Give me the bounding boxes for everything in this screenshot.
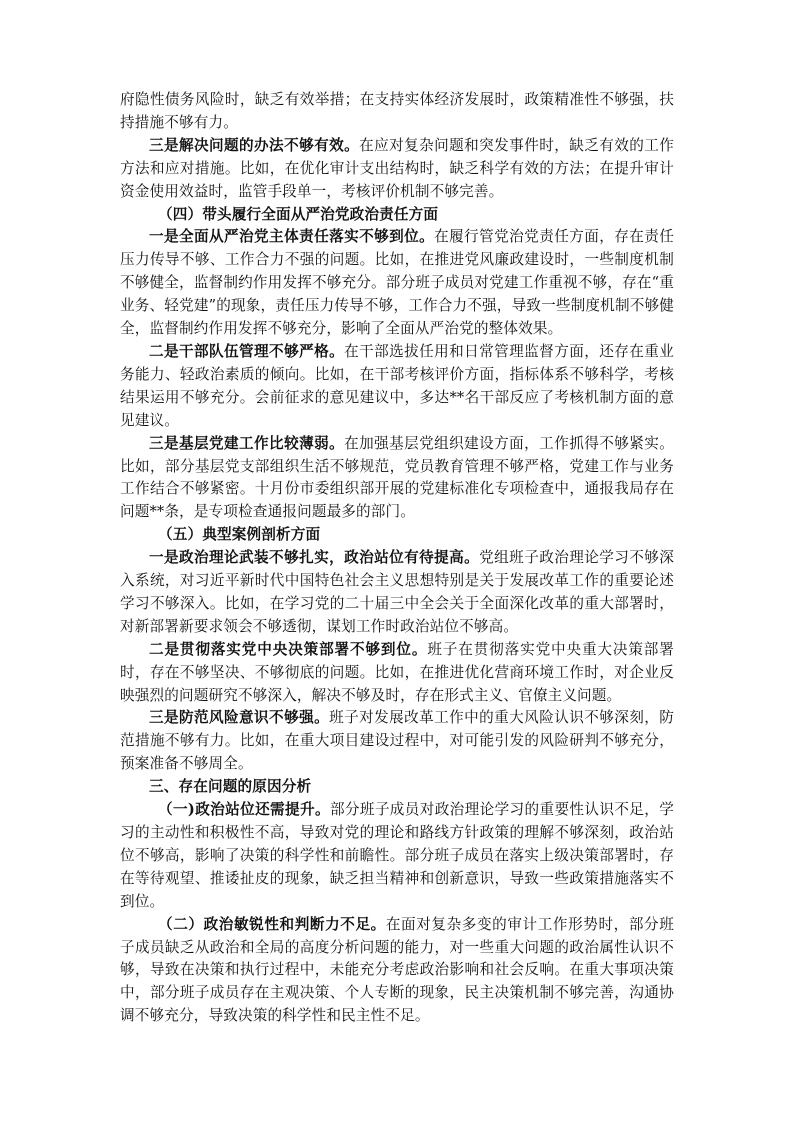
paragraph-lead: 二是干部队伍管理不够严格。 xyxy=(149,342,345,360)
paragraph-body: 在应对复杂问题和突发事件时，缺乏有效的工作方法和应对措施。比如，在优化审计支出结构时，缺乏科学有效的方法；在提升审计资金使用效益时，监管手段单一，考核评价机制不够完善。 xyxy=(120,136,674,200)
subsection-heading: （五）典型案例剖析方面 xyxy=(158,526,321,544)
section-heading: 三、存在问题的原因分析 xyxy=(149,778,312,796)
paragraph-body: 班子对发展改革工作中的重大风险认识不够深刻，防范措施不够有力。比如，在重大项目建设过程中，对可能引发的风险研判不够充分，预案准备不够周全。 xyxy=(120,709,674,773)
paragraph-item xyxy=(120,639,674,708)
document-page xyxy=(120,89,674,1028)
paragraph-body: 部分班子成员对政治理论学习的重要性认识不足，学习的主动性和积极性不高，导致对党的理论和路线方针政策的理解不够深刻，政治站位不够高，影响了决策的科学性和前瞻性。部分班子成员在落实上级决策部署时，存在等待观望、推诿扯皮的现象，缺乏担当精神和创新意识，导致一些政策措施落实不到位。 xyxy=(120,801,674,910)
paragraph-continuation: 府隐性债务风险时，缺乏有效举措；在支持实体经济发展时，政策精准性不够强，扶持措施不够有力。 xyxy=(120,91,674,131)
paragraph-lead: 一是全面从严治党主体责任落实不够到位。 xyxy=(149,228,435,246)
paragraph-item xyxy=(120,135,674,204)
paragraph-cause xyxy=(120,914,674,1029)
paragraph-lead: 三是解决问题的办法不够有效。 xyxy=(149,136,360,154)
paragraph-item xyxy=(120,547,674,639)
paragraph-lead: 三是防范风险意识不够强。 xyxy=(149,709,330,727)
paragraph-cause xyxy=(120,799,674,914)
paragraph-item xyxy=(120,707,674,776)
paragraph-body: 在加强基层党组织建设方面，工作抓得不够紧实。比如，部分基层党支部组织生活不够规范，党员教育管理不够严格，党建工作与业务工作结合不够紧密。十月份市委组织部开展的党建标准化专项检查中，通报我局存在问题**条，是专项检查通报问题最多的部门。 xyxy=(120,434,674,521)
paragraph-item xyxy=(120,341,674,433)
paragraph-body: 党组班子政治理论学习不够深入系统，对习近平新时代中国特色社会主义思想特别是关于发展改革工作的重要论述学习不够深入。比如，在学习党的二十届三中全会关于全面深化改革的重大部署时，对新部署新要求领会不够透彻，谋划工作时政治站位不够高。 xyxy=(120,549,675,635)
paragraph-lead: 三是基层党建工作比较薄弱。 xyxy=(149,434,345,452)
paragraph-lead: （一)政治站位还需提升。 xyxy=(158,801,330,819)
paragraph-lead: （二）政治敏锐性和判断力不足。 xyxy=(158,915,386,933)
paragraph-item xyxy=(120,433,674,525)
paragraph-item xyxy=(120,226,674,341)
paragraph-body: 在干部选拔任用和日常管理监督方面，还存在重业务能力、轻政治素质的倾向。比如，在干部考核评价方面，指标体系不够科学，考核结果运用不够充分。会前征求的意见建议中，多达**名干部反应了考核机制方面的意见建议。 xyxy=(120,342,674,429)
paragraph-body: 在履行管党治党责任方面，存在责任压力传导不够、工作合力不强的问题。比如，在推进党风廉政建设时，一些制度机制不够健全，监督制约作用发挥不够充分。部分班子成员对党建工作重视不够，存在“重业务、轻党建”的现象，责任压力传导不够，工作合力不强，导致一些制度机制不够健全，监督制约作用发挥不够充分，影响了全面从严治党的整体效果。 xyxy=(120,228,674,338)
paragraph-lead: 一是政治理论武装不够扎实，政治站位有待提高。 xyxy=(149,549,480,567)
paragraph-lead: 二是贯彻落实党中央决策部署不够到位。 xyxy=(149,640,428,658)
paragraph-body: 在面对复杂多变的审计工作形势时，部分班子成员缺乏从政治和全局的高度分析问题的能力，对一些重大问题的政治属性认识不够，导致在决策和执行过程中，未能充分考虑政治影响和社会反响。在重大事项决策中，部分班子成员存在主观决策、个人专断的现象，民主决策机制不够完善，沟通协调不够充分，导致决策的科学性和民主性不足。 xyxy=(120,915,674,1025)
paragraph-body: 班子在贯彻落实党中央重大决策部署时，存在不够坚决、不够彻底的问题。比如，在推进优化营商环境工作时，对企业反映强烈的问题研究不够深入，解决不够及时，存在形式主义、官僚主义问题。 xyxy=(120,640,675,704)
subsection-heading: （四）带头履行全面从严治党政治责任方面 xyxy=(158,205,439,223)
